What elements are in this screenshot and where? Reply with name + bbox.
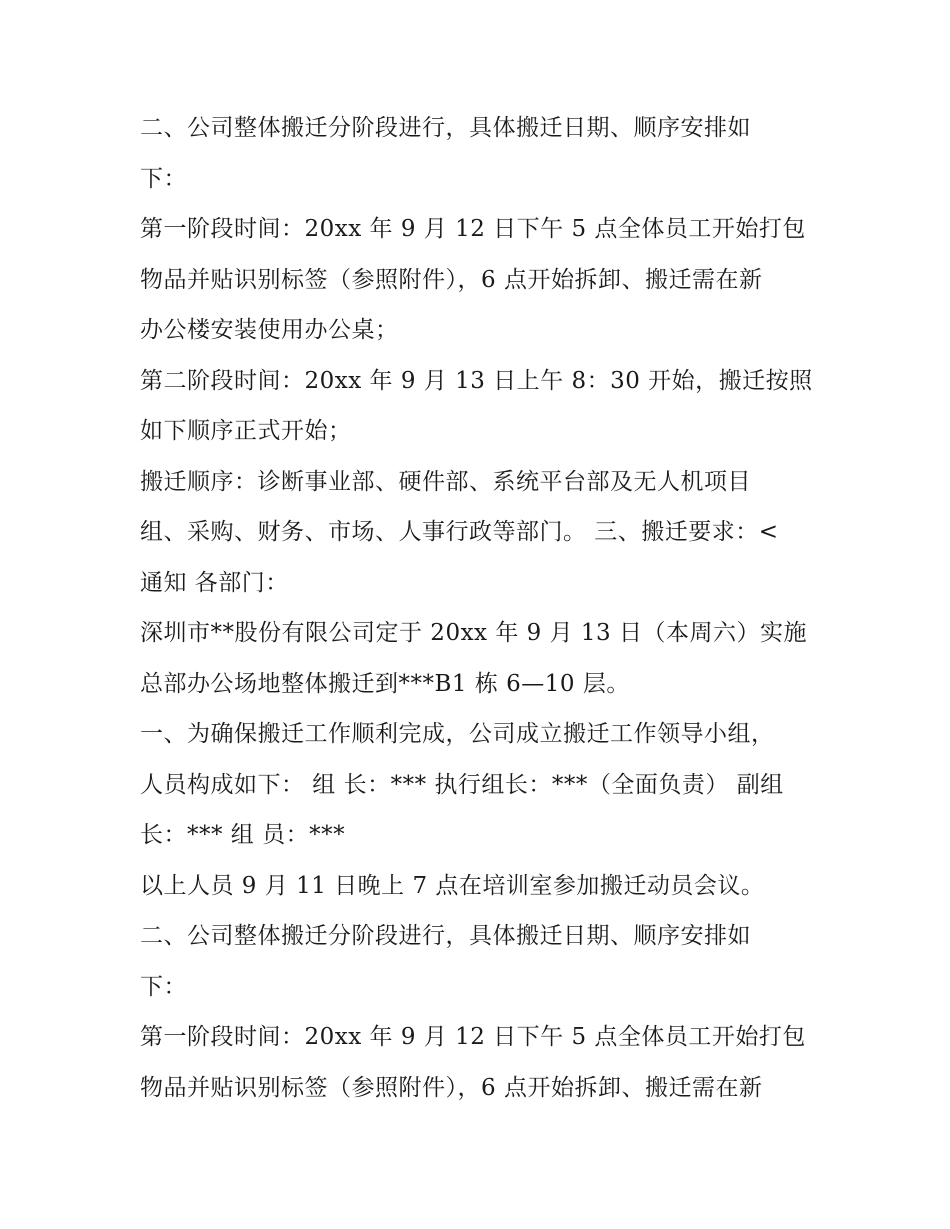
text-line: 第二阶段时间：20xx 年 9 月 13 日上午 8：30 开始，搬迁按照 xyxy=(140,367,813,394)
text-line: 二、公司整体搬迁分阶段进行，具体搬迁日期、顺序安排如 xyxy=(140,923,751,949)
text-line: 下： xyxy=(140,165,187,192)
text-line: 第一阶段时间：20xx 年 9 月 12 日下午 5 点全体员工开始打包 xyxy=(140,216,806,242)
text-line: 深圳市**股份有限公司定于 20xx 年 9 月 13 日（本周六）实施 xyxy=(140,620,807,646)
text-line: 物品并贴识别标签（参照附件），6 点开始拆卸、搬迁需在新 xyxy=(140,266,763,293)
text-line: 人员构成如下： 组 长：*** 执行组长：***（全面负责） 副组 xyxy=(140,771,784,798)
text-line: 搬迁顺序：诊断事业部、硬件部、系统平台部及无人机项目 xyxy=(140,468,751,495)
document-body xyxy=(140,103,820,1113)
text-line: 物品并贴识别标签（参照附件），6 点开始拆卸、搬迁需在新 xyxy=(140,1074,763,1101)
text-line: 二、公司整体搬迁分阶段进行，具体搬迁日期、顺序安排如 xyxy=(140,115,751,141)
text-line: 一、为确保搬迁工作顺利完成，公司成立搬迁工作领导小组， xyxy=(140,721,775,747)
text-line: 办公楼安装使用办公桌； xyxy=(140,317,399,343)
text-line: 组、采购、财务、市场、人事行政等部门。 三、搬迁要求：< xyxy=(140,519,779,545)
text-line: 如下顺序正式开始； xyxy=(140,418,352,444)
text-line: 通知 各部门： xyxy=(140,569,289,596)
text-line: 第一阶段时间：20xx 年 9 月 12 日下午 5 点全体员工开始打包 xyxy=(140,1024,806,1050)
text-line: 长：*** 组 员：*** xyxy=(140,822,346,848)
text-line: 下： xyxy=(140,973,187,1000)
text-line: 总部办公场地整体搬迁到***B1 栋 6—10 层。 xyxy=(140,670,630,697)
text-line: 以上人员 9 月 11 日晚上 7 点在培训室参加搬迁动员会议。 xyxy=(140,872,765,899)
